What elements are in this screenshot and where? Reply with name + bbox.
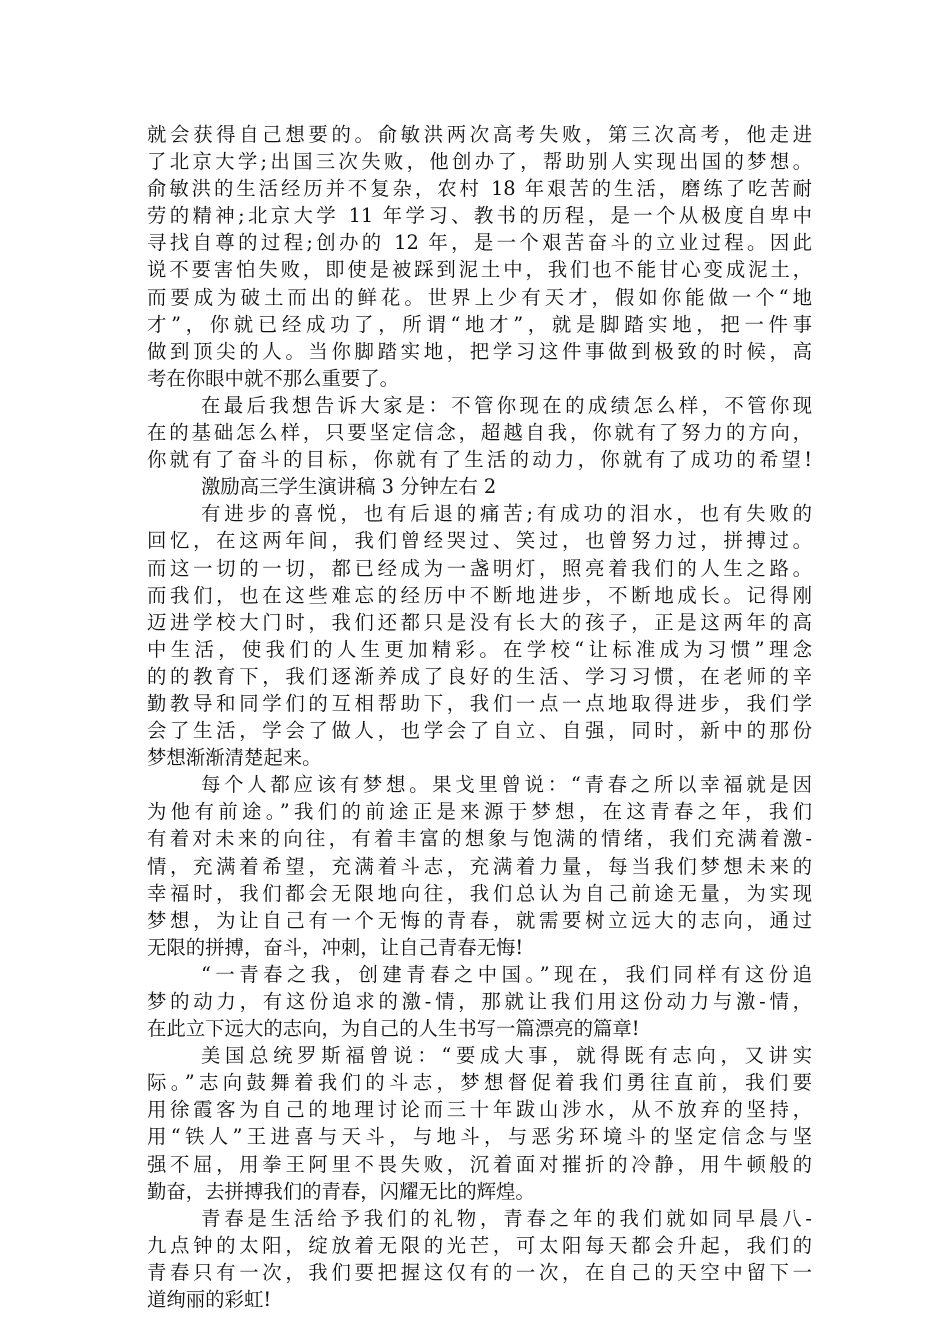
text-line: 有着对未来的向往，有着丰富的想象与饱满的情绪，我们充满着激-	[147, 827, 812, 851]
text-line: 考在你眼中就不那么重要了。	[147, 366, 400, 390]
text-line: 际。”志向鼓舞着我们的斗志，梦想督促着我们勇往直前，我们要	[147, 1071, 812, 1095]
text-line: 梦的动力，有这份追求的激-情，那就让我们用这份动力与激-情，	[147, 990, 812, 1013]
text-line: 寻找自尊的过程;创办的 12 年，是一个艰苦奋斗的立业过程。因此	[147, 231, 812, 255]
text-line: 梦想，为让自己有一个无悔的青春，就需要树立远大的志向，通过	[147, 908, 812, 932]
text-line: 美国总统罗斯福曾说：“要成大事，就得既有志向，又讲实	[201, 1044, 812, 1068]
text-line: 说不要害怕失败，即使是被踩到泥土中，我们也不能甘心变成泥土，	[147, 258, 812, 282]
text-line: 无限的拼搏，奋斗，冲刺，让自己青春无悔!	[147, 935, 524, 959]
text-line: 为他有前途。”我们的前途正是来源于梦想，在这青春之年，我们	[147, 800, 812, 824]
text-line: 青春是生活给予我们的礼物，青春之年的我们就如同早晨八-	[201, 1206, 812, 1230]
text-line: 有进步的喜悦，也有后退的痛苦;有成功的泪水，也有失败的	[201, 502, 812, 526]
text-line: 道绚丽的彩虹!	[147, 1288, 272, 1312]
text-line: 勤奋，去拼搏我们的青春，闪耀无比的辉煌。	[147, 1179, 535, 1203]
text-line: 勤教导和同学们的互相帮助下，我们一点一点地取得进步，我们学	[147, 691, 812, 715]
text-line: 每个人都应该有梦想。果戈里曾说：“青春之所以幸福就是因	[201, 773, 812, 797]
text-line: 幸福时，我们都会无限地向往，我们总认为自己前途无量，为实现	[147, 881, 812, 905]
text-line: 会了生活，学会了做人，也学会了自立、自强，同时，新中的那份	[147, 719, 812, 743]
text-line: 用“铁人”王进喜与天斗，与地斗，与恶劣环境斗的坚定信念与坚	[147, 1125, 812, 1149]
text-line: 在的基础怎么样，只要坚定信念，超越自我，你就有了努力的方向，	[147, 421, 812, 445]
text-line: 的的教育下，我们逐渐养成了良好的生活、学习习惯，在老师的辛	[147, 664, 812, 688]
text-line: 你就有了奋斗的目标，你就有了生活的动力，你就有了成功的希望!	[147, 448, 812, 472]
text-line: 在此立下远大的志向，为自己的人生书写一篇漂亮的篇章!	[147, 1017, 640, 1041]
text-line: 劳的精神;北京大学 11 年学习、教书的历程，是一个从极度自卑中	[147, 204, 812, 228]
text-line: “一青春之我，创建青春之中国。”现在，我们同样有这份追	[201, 962, 812, 986]
text-line: 而这一切的一切，都已经成为一盏明灯，照亮着我们的人生之路。	[147, 556, 812, 580]
text-line: 回忆，在这两年间，我们曾经哭过、笑过，也曾努力过，拼搏过。	[147, 529, 812, 553]
document-body	[147, 121, 812, 1313]
text-line: 就会获得自己想要的。俞敏洪两次高考失败，第三次高考，他走进	[147, 123, 812, 146]
text-line: 青春只有一次，我们要把握这仅有的一次，在自己的天空中留下一	[147, 1260, 812, 1284]
text-line: 九点钟的太阳，绽放着无限的光芒，可太阳每天都会升起，我们的	[147, 1233, 812, 1257]
text-line: 迈进学校大门时，我们还都只是没有长大的孩子，正是这两年的高	[147, 610, 812, 634]
text-line: 在最后我想告诉大家是：不管你现在的成绩怎么样，不管你现	[201, 393, 812, 417]
text-line: 而我们，也在这些难忘的经历中不断地进步，不断地成长。记得刚	[147, 583, 812, 607]
text-line: 而要成为破土而出的鲜花。世界上少有天才，假如你能做一个“地	[147, 285, 812, 309]
text-line: 俞敏洪的生活经历并不复杂，农村 18 年艰苦的生活，磨练了吃苦耐	[147, 177, 812, 201]
text-line: 中生活，使我们的人生更加精彩。在学校“让标准成为习惯”理念	[147, 637, 812, 661]
text-line: 用徐霞客为自己的地理讨论而三十年跋山涉水，从不放弃的坚持，	[147, 1098, 812, 1122]
text-line: 情，充满着希望，充满着斗志，充满着力量，每当我们梦想未来的	[147, 854, 812, 878]
text-line: 梦想渐渐清楚起来。	[147, 746, 322, 770]
text-line: 激励高三学生演讲稿 3 分钟左右 2	[201, 475, 497, 499]
text-line: 了北京大学;出国三次失败，他创办了，帮助别人实现出国的梦想。	[147, 150, 812, 174]
text-line: 才”，你就已经成功了，所谓“地才”，就是脚踏实地，把一件事	[147, 312, 812, 336]
text-line: 强不屈，用拳王阿里不畏失败，沉着面对摧折的冷静，用牛顿般的	[147, 1152, 812, 1176]
text-line: 做到顶尖的人。当你脚踏实地，把学习这件事做到极致的时候，高	[147, 339, 812, 363]
